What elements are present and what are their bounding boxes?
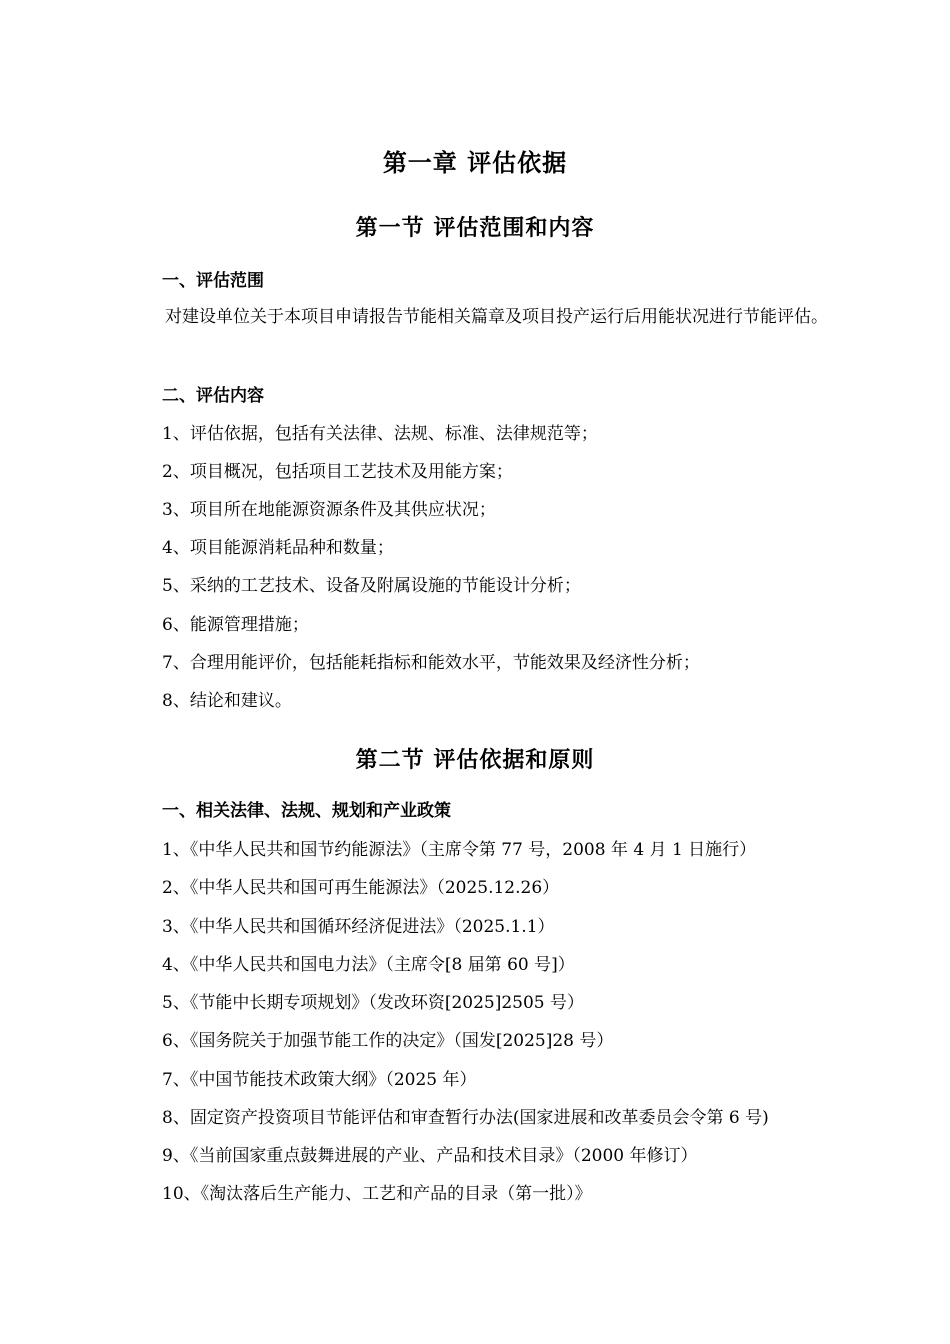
section-title-1: 第一节 评估范围和内容 [355, 215, 595, 241]
law-item: 5、《节能中长期专项规划》（发改环资[2025]2505 号） [162, 993, 585, 1013]
content-item: 3、项目所在地能源资源条件及其供应状况； [162, 500, 496, 520]
law-item: 10、《淘汰落后生产能力、工艺和产品的目录（第一批）》 [162, 1184, 592, 1204]
law-item: 3、《中华人民共和国循环经济促进法》（2025.1.1） [162, 917, 555, 937]
chapter-title: 第一章 评估依据 [382, 148, 568, 177]
content-item: 5、采纳的工艺技术、设备及附属设施的节能设计分析； [162, 576, 581, 596]
scope-heading: 一、评估范围 [162, 271, 264, 291]
law-item: 7、《中国节能技术政策大纲》（2025 年） [162, 1070, 477, 1090]
law-item: 2、《中华人民共和国可再生能源法》（2025.12.26） [162, 878, 560, 898]
content-item: 7、合理用能评价，包括能耗指标和能效水平，节能效果及经济性分析； [162, 653, 700, 673]
section-title-2: 第二节 评估依据和原则 [355, 747, 595, 773]
content-item: 6、能源管理措施； [162, 615, 309, 635]
law-item: 9、《当前国家重点鼓舞进展的产业、产品和技术目录》（2000 年修订） [162, 1146, 698, 1166]
law-item: 4、《中华人民共和国电力法》（主席令[8 届第 60 号]） [162, 955, 575, 975]
content-item: 8、结论和建议。 [162, 691, 292, 711]
law-item: 6、《国务院关于加强节能工作的决定》（国发[2025]28 号） [162, 1031, 614, 1051]
laws-heading: 一、相关法律、法规、规划和产业政策 [162, 801, 451, 821]
law-item: 1、《中华人民共和国节约能源法》（主席令第 77 号，2008 年 4 月 1 日施行） [162, 840, 757, 860]
scope-paragraph: 对建设单位关于本项目申请报告节能相关篇章及项目投产运行后用能状况进行节能评估。 [165, 307, 828, 327]
content-item: 4、项目能源消耗品种和数量； [162, 538, 394, 558]
content-heading: 二、评估内容 [162, 386, 264, 406]
content-item: 1、评估依据，包括有关法律、法规、标准、法律规范等； [162, 424, 598, 444]
law-item: 8、固定资产投资项目节能评估和审查暂行办法(国家进展和改革委员会令第 6 号) [162, 1108, 769, 1128]
content-item: 2、项目概况，包括项目工艺技术及用能方案； [162, 462, 513, 482]
